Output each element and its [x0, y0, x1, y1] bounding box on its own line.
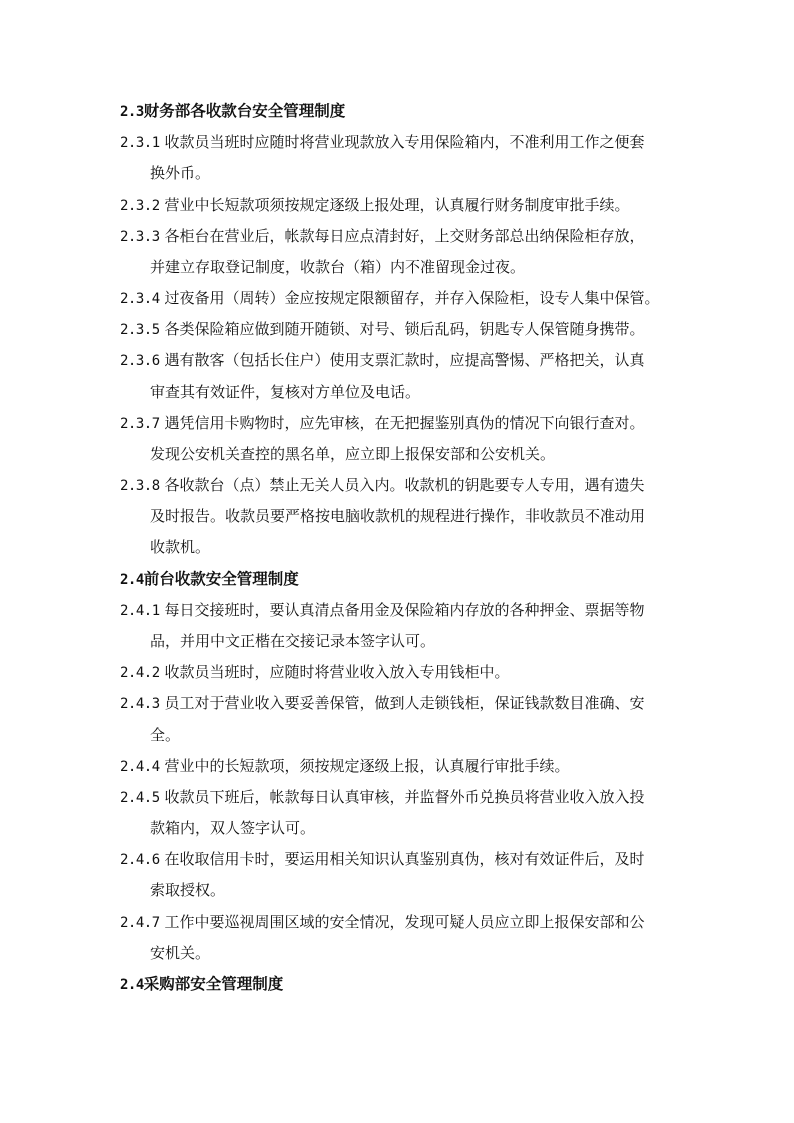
clause-number: 2.4.3	[120, 696, 160, 712]
section-number: 2.4	[120, 572, 144, 588]
clause-text: 收款员当班时，应随时将营业收入放入专用钱柜中。	[164, 663, 510, 681]
clause-number: 2.3.3	[120, 229, 160, 245]
clause-text: 营业中长短款项须按规定逐级上报处理，认真履行财务制度审批手续。	[164, 196, 630, 214]
section-number: 2.3	[120, 104, 144, 120]
clause-text: 遇凭信用卡购物时，应先审核，在无把握鉴别真伪的情况下向银行查对。	[164, 414, 645, 432]
clause-item	[120, 600, 644, 621]
clause-item	[120, 319, 644, 340]
clause-number: 2.3.7	[120, 416, 160, 432]
clause-item	[120, 787, 644, 808]
clause-number: 2.4.2	[120, 665, 160, 681]
section-title: 采购部安全管理制度	[143, 975, 284, 993]
clause-number: 2.4.1	[120, 603, 160, 619]
clause-number: 2.4.5	[120, 790, 160, 806]
clause-text: 各类保险箱应做到随开随锁、对号、锁后乱码，钥匙专人保管随身携带。	[164, 320, 645, 338]
clause-text: 收款员下班后，帐款每日认真审核，并监督外币兑换员将营业收入放入投	[164, 788, 645, 806]
section-number: 2.4	[120, 977, 144, 993]
clause-text-continued: 及时报告。收款员要严格按电脑收款机的规程进行操作，非收款员不准动用	[150, 507, 646, 525]
section-title: 前台收款安全管理制度	[143, 570, 299, 588]
clause-text-continued: 款箱内，双人签字认可。	[150, 819, 316, 837]
clause-item	[120, 693, 644, 714]
clause-text-continued: 品，并用中文正楷在交接记录本签字认可。	[150, 632, 436, 650]
clause-item	[120, 195, 629, 216]
section-title: 财务部各收款台安全管理制度	[143, 102, 346, 120]
clause-text-continued: 收款机。	[150, 538, 211, 556]
clause-text: 过夜备用（周转）金应按规定限额留存，并存入保险柜，设专人集中保管。	[164, 289, 660, 307]
clause-item	[120, 756, 569, 777]
clause-number: 2.3.8	[120, 478, 160, 494]
clause-number: 2.3.2	[120, 198, 160, 214]
clause-text: 各收款台（点）禁止无关人员入内。收款机的钥匙要专人专用，遇有遗失	[164, 476, 645, 494]
clause-number: 2.3.6	[120, 353, 160, 369]
clause-item	[120, 662, 509, 683]
clause-item	[120, 132, 644, 153]
clause-item	[120, 288, 659, 309]
section-heading	[120, 569, 299, 590]
clause-text: 遇有散客（包括长住户）使用支票汇款时，应提高警惕、严格把关，认真	[164, 351, 645, 369]
clause-text: 各柜台在营业后，帐款每日应点清封好，上交财务部总出纳保险柜存放，	[164, 227, 645, 245]
clause-item	[120, 350, 644, 371]
clause-item	[120, 413, 644, 434]
clause-number: 2.3.5	[120, 322, 160, 338]
clause-text: 营业中的长短款项，须按规定逐级上报，认真履行审批手续。	[164, 757, 570, 775]
clause-number: 2.4.4	[120, 759, 160, 775]
clause-text-continued: 安机关。	[150, 944, 211, 962]
section-heading	[120, 974, 283, 995]
clause-text-continued: 换外币。	[150, 164, 211, 182]
clause-number: 2.3.1	[120, 135, 160, 151]
section-heading	[120, 101, 345, 122]
clause-text-continued: 审查其有效证件，复核对方单位及电话。	[150, 383, 421, 401]
clause-item	[120, 912, 644, 933]
clause-number: 2.4.6	[120, 852, 160, 868]
clause-number: 2.4.7	[120, 915, 160, 931]
clause-text: 在收取信用卡时，要运用相关知识认真鉴别真伪，核对有效证件后，及时	[164, 850, 645, 868]
clause-text: 每日交接班时，要认真清点备用金及保险箱内存放的各种押金、票据等物	[164, 601, 645, 619]
clause-text-continued: 索取授权。	[150, 881, 226, 899]
clause-number: 2.3.4	[120, 291, 160, 307]
clause-item	[120, 849, 644, 870]
clause-item	[120, 226, 644, 247]
clause-item	[120, 475, 644, 496]
clause-text: 工作中要巡视周围区域的安全情况，发现可疑人员应立即上报保安部和公	[164, 913, 645, 931]
clause-text: 员工对于营业收入要妥善保管，做到人走锁钱柜，保证钱款数目准确、安	[164, 694, 645, 712]
clause-text-continued: 全。	[150, 726, 181, 744]
clause-text-continued: 发现公安机关查控的黑名单，应立即上报保安部和公安机关。	[150, 445, 556, 463]
clause-text: 收款员当班时应随时将营业现款放入专用保险箱内，不准利用工作之便套	[164, 133, 645, 151]
clause-text-continued: 并建立存取登记制度，收款台（箱）内不准留现金过夜。	[150, 258, 526, 276]
